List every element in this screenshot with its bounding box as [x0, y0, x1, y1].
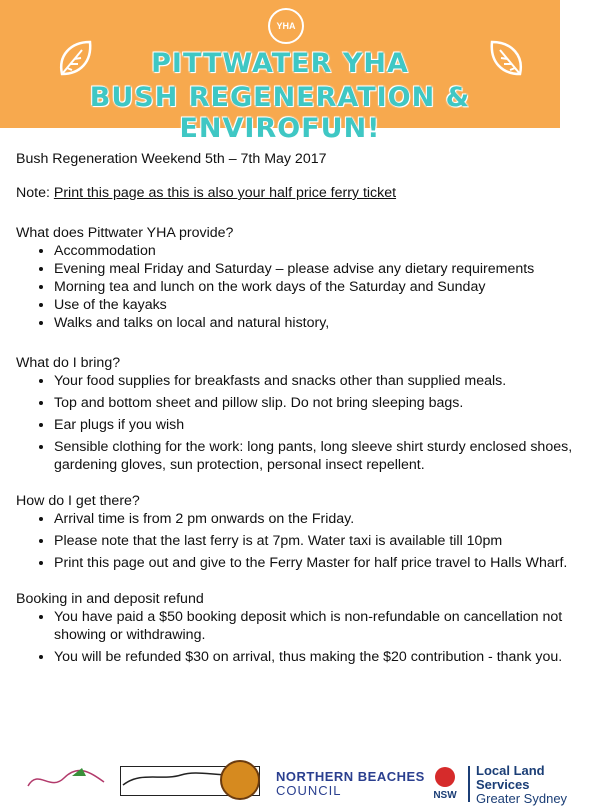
northern-beaches-logo: NORTHERN BEACHES COUNCIL	[276, 769, 425, 798]
list-item: • Use of the kayaks	[54, 296, 576, 314]
list-item: • Print this page out and give to the Ferry Master for half price travel to Halls Wharf.	[54, 554, 576, 572]
sponsor-logos	[0, 756, 590, 806]
document-body	[16, 150, 576, 670]
list-item: • Evening meal Friday and Saturday – please advise any dietary requirements	[54, 260, 576, 278]
list-item: • You have paid a $50 booking deposit which is non-refundable on cancellation not showing or withdrawing.	[54, 608, 576, 644]
section-heading: What do I bring?	[16, 355, 121, 371]
bring-list	[16, 372, 576, 474]
list-item: • Ear plugs if you wish	[54, 416, 576, 434]
section-heading: What does Pittwater YHA provide?	[16, 225, 234, 241]
list-item: • Arrival time is from 2 pm onwards on the Friday.	[54, 510, 576, 528]
yha-logo: YHA	[268, 8, 304, 44]
note-line: Note: Print this page as this is also your half price ferry ticket	[16, 185, 397, 201]
list-item: • Accommodation	[54, 242, 576, 260]
banner-title-line2: BUSH REGENERATION & ENVIROFUN!	[89, 82, 471, 144]
list-item: • Morning tea and lunch on the work days of the Saturday and Sunday	[54, 278, 576, 296]
list-item: • You will be refunded $30 on arrival, thus making the $20 contribution - thank you.	[54, 648, 576, 666]
list-item: • Sensible clothing for the work: long pants, long sleeve shirt sturdy enclosed shoes, gardening gloves, sun protection, personal insect repellent.	[54, 438, 576, 474]
ferry-service-icon	[24, 762, 108, 796]
section-heading: How do I get there?	[16, 493, 140, 509]
emblem-logo-icon	[220, 760, 260, 800]
svg-text:NSW: NSW	[433, 790, 457, 801]
list-item: • Please note that the last ferry is at 7pm. Water taxi is available till 10pm	[54, 532, 576, 550]
booking-list	[16, 608, 576, 666]
provide-list	[16, 242, 576, 332]
ferry-service-logo	[24, 762, 108, 796]
list-item: • Your food supplies for breakfasts and snacks other than supplied meals.	[54, 372, 576, 390]
banner-title-line1: PITTWATER YHA	[151, 48, 409, 79]
local-land-services-logo: Local Land Services Greater Sydney	[476, 763, 568, 806]
logo-divider	[468, 766, 470, 802]
header-banner	[0, 0, 560, 144]
travel-list	[16, 510, 576, 572]
list-item: • Walks and talks on local and natural history,	[54, 314, 576, 332]
event-line: Bush Regeneration Weekend 5th – 7th May 2017	[16, 151, 327, 167]
section-heading: Booking in and deposit refund	[16, 591, 204, 607]
note-text: Print this page as this is also your half price ferry ticket	[53, 185, 397, 201]
waratah-icon	[424, 764, 466, 804]
list-item: • Top and bottom sheet and pillow slip. Do not bring sleeping bags.	[54, 394, 576, 412]
